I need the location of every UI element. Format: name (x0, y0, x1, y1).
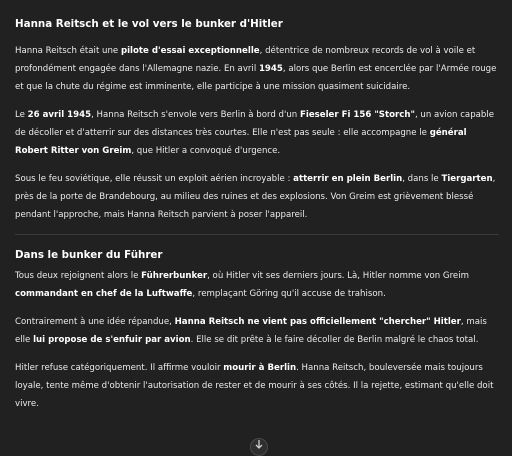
bold-text: atterrir en plein Berlin (293, 174, 403, 184)
text-run: Sous le feu soviétique, elle réussit un exploit aérien incroyable : (15, 174, 294, 184)
text-run: , que Hitler a convoqué d'urgence. (131, 146, 281, 156)
arrow-down-icon (255, 440, 263, 450)
text-run: . Hanna Reitsch, bouleversée mais toujours loyale, tente même d'obtenir l'autorisation de rester et de mourir à ses côtés. Il la rejette, estimant qu'elle doit vivre. (15, 363, 494, 409)
text-run: Hitler refuse catégoriquement. Il affirme vouloir (15, 363, 224, 373)
text-run: , un avion capable de décoller et d'atterrir sur des distances très courtes. Elle n'est pas seule : elle accompagne le (15, 110, 495, 138)
bold-text: Hanna Reitsch ne vient pas officiellement "chercher" Hitler (174, 317, 461, 327)
section-reitsch-flight (15, 16, 499, 224)
paragraph (15, 170, 499, 224)
paragraph (15, 42, 499, 96)
paragraph (15, 313, 499, 349)
section-title: Hanna Reitsch et le vol vers le bunker d'Hitler (15, 18, 283, 30)
paragraph (15, 106, 499, 160)
text-run: , Hanna Reitsch s'envole vers Berlin à bord d'un (91, 110, 300, 120)
bold-text: lui propose de s'enfuir par avion (33, 335, 191, 345)
bold-text: Führerbunker (141, 271, 208, 281)
text-run: , près de la porte de Brandebourg, au milieu des ruines et des explosions. Von Greim est grièvement blessé pendant l'approche, mais Hanna Reitsch parvient à poser l'appareil. (15, 174, 496, 220)
paragraph (15, 267, 499, 303)
text-run: Contrairement à une idée répandue, (15, 317, 175, 327)
scroll-down-button[interactable] (250, 438, 268, 456)
bold-text: pilote d'essai exceptionnelle (120, 46, 260, 56)
text-run: , détentrice de nombreux records de vol à voile et profondément engagée dans l'Allemagne nazie. En avril (15, 46, 476, 74)
bold-text: Fieseler Fi 156 "Storch" (300, 110, 415, 120)
text-run: , dans le (402, 174, 442, 184)
text-run: , où Hitler vit ses derniers jours. Là, Hitler nomme von Greim (207, 271, 469, 281)
section-title: Dans le bunker du Führer (15, 249, 163, 261)
paragraph (15, 359, 499, 413)
bold-text: général Robert Ritter von Greim (15, 128, 467, 156)
bold-text: mourir à Berlin (223, 363, 297, 373)
text-run: , remplaçant Göring qu'il accuse de trahison. (192, 289, 386, 299)
text-run: Tous deux rejoignent alors le (15, 271, 142, 281)
bold-text: 1945 (258, 64, 283, 74)
bold-text: commandant en chef de la Luftwaffe (15, 289, 193, 299)
section-bunker (15, 247, 499, 413)
chat-message (15, 16, 499, 423)
text-run: . Elle se dit prête à le faire décoller de Berlin malgré le chaos total. (190, 335, 479, 345)
bold-text: 26 avril 1945 (27, 110, 92, 120)
text-run: Le (15, 110, 28, 120)
section-divider (15, 234, 499, 235)
bold-text: Tiergarten (441, 174, 493, 184)
text-run: Hanna Reitsch était une (15, 46, 121, 56)
text-run: , mais elle (15, 317, 487, 345)
text-run: , alors que Berlin est encerclée par l'Armée rouge et que la chute du régime est imminente, elle participe à une mission quasiment suicidaire. (15, 64, 497, 92)
